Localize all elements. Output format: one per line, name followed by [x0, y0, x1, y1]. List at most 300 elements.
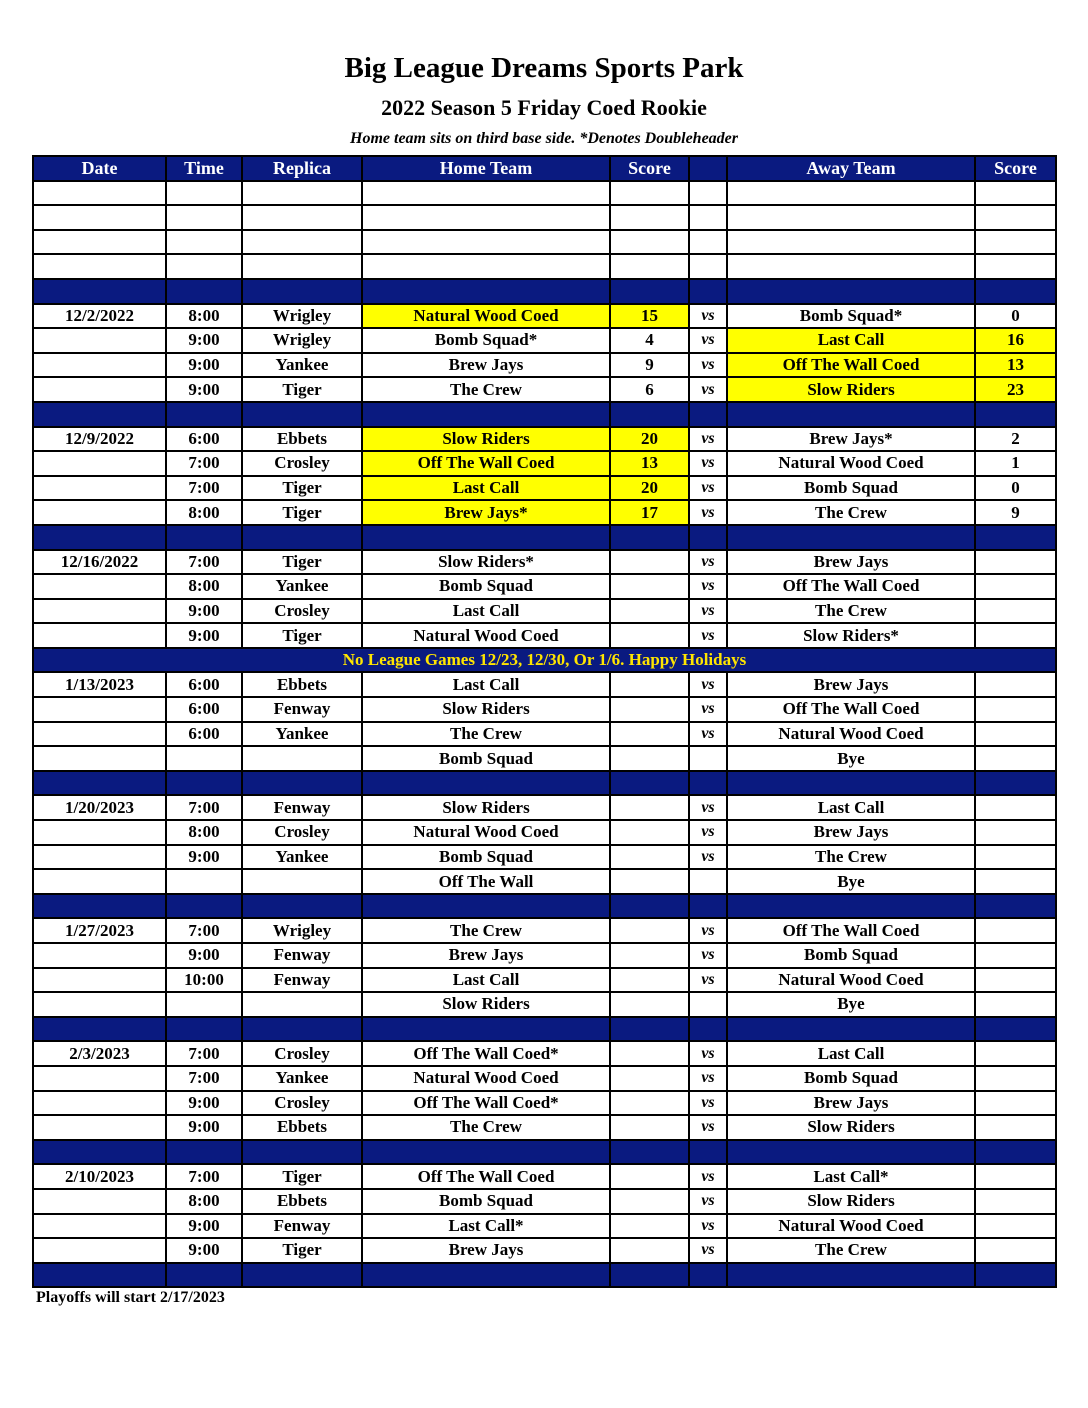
home-score-cell: 9 — [610, 353, 689, 378]
game-row — [33, 746, 1056, 771]
home-team-cell: Off The Wall Coed* — [362, 1041, 610, 1066]
away-score-cell — [975, 402, 1056, 427]
game-row — [33, 845, 1056, 870]
vs-cell: vs — [689, 1041, 727, 1066]
vs-cell: vs — [689, 599, 727, 624]
away-team-cell: Last Call — [727, 328, 975, 353]
date-cell — [33, 254, 166, 279]
replica-cell: Tiger — [242, 623, 362, 648]
away-score-cell: 2 — [975, 427, 1056, 452]
away-team-cell: Slow Riders — [727, 377, 975, 402]
away-score-cell — [975, 1140, 1056, 1165]
vs-cell: vs — [689, 304, 727, 329]
home-team-cell — [362, 771, 610, 796]
away-score-cell — [975, 181, 1056, 206]
home-team-cell: Off The Wall — [362, 869, 610, 894]
home-team-cell: Bomb Squad — [362, 845, 610, 870]
away-team-cell: Last Call* — [727, 1164, 975, 1189]
col-vs — [689, 156, 727, 181]
date-cell — [33, 500, 166, 525]
away-team-cell: Brew Jays — [727, 1091, 975, 1116]
time-cell — [166, 181, 242, 206]
vs-cell: vs — [689, 1091, 727, 1116]
home-score-cell: 4 — [610, 328, 689, 353]
col-home-team: Home Team — [362, 156, 610, 181]
home-score-cell — [610, 205, 689, 230]
home-team-cell: Brew Jays — [362, 353, 610, 378]
home-team-cell — [362, 1017, 610, 1042]
replica-cell: Wrigley — [242, 304, 362, 329]
vs-cell — [689, 205, 727, 230]
col-replica: Replica — [242, 156, 362, 181]
vs-cell — [689, 279, 727, 304]
away-score-cell: 23 — [975, 377, 1056, 402]
time-cell: 7:00 — [166, 550, 242, 575]
time-cell: 9:00 — [166, 377, 242, 402]
date-cell: 2/3/2023 — [33, 1041, 166, 1066]
vs-cell: vs — [689, 943, 727, 968]
away-score-cell — [975, 1115, 1056, 1140]
away-score-cell — [975, 894, 1056, 919]
date-cell: 1/20/2023 — [33, 795, 166, 820]
separator-row — [33, 1017, 1056, 1042]
away-team-cell: Natural Wood Coed — [727, 722, 975, 747]
away-score-cell — [975, 1164, 1056, 1189]
away-team-cell: Off The Wall Coed — [727, 353, 975, 378]
home-score-cell — [610, 230, 689, 255]
home-score-cell — [610, 968, 689, 993]
away-score-cell: 16 — [975, 328, 1056, 353]
vs-cell: vs — [689, 918, 727, 943]
game-row — [33, 427, 1056, 452]
away-team-cell: The Crew — [727, 500, 975, 525]
home-team-cell: The Crew — [362, 918, 610, 943]
vs-cell — [689, 992, 727, 1017]
home-team-cell — [362, 1140, 610, 1165]
home-team-cell — [362, 205, 610, 230]
home-score-cell — [610, 1115, 689, 1140]
date-cell — [33, 1140, 166, 1165]
time-cell — [166, 402, 242, 427]
home-score-cell — [610, 820, 689, 845]
away-score-cell — [975, 254, 1056, 279]
game-row — [33, 722, 1056, 747]
time-cell — [166, 869, 242, 894]
date-cell — [33, 1115, 166, 1140]
home-team-cell — [362, 894, 610, 919]
home-team-cell: Natural Wood Coed — [362, 820, 610, 845]
time-cell: 8:00 — [166, 1189, 242, 1214]
game-row — [33, 1091, 1056, 1116]
home-score-cell — [610, 918, 689, 943]
away-team-cell: The Crew — [727, 599, 975, 624]
home-team-cell: Slow Riders* — [362, 550, 610, 575]
date-cell: 2/10/2023 — [33, 1164, 166, 1189]
blank-row — [33, 254, 1056, 279]
away-score-cell: 0 — [975, 304, 1056, 329]
replica-cell: Tiger — [242, 500, 362, 525]
replica-cell — [242, 1263, 362, 1288]
date-cell: 12/16/2022 — [33, 550, 166, 575]
home-team-cell — [362, 230, 610, 255]
away-team-cell: The Crew — [727, 845, 975, 870]
home-team-cell: Slow Riders — [362, 427, 610, 452]
replica-cell — [242, 1017, 362, 1042]
home-team-cell: Off The Wall Coed — [362, 1164, 610, 1189]
away-team-cell — [727, 181, 975, 206]
home-score-cell — [610, 1140, 689, 1165]
away-team-cell: Natural Wood Coed — [727, 451, 975, 476]
date-cell — [33, 968, 166, 993]
replica-cell: Yankee — [242, 353, 362, 378]
time-cell: 9:00 — [166, 1238, 242, 1263]
date-cell — [33, 820, 166, 845]
home-team-cell: Slow Riders — [362, 795, 610, 820]
page-title: Big League Dreams Sports Park — [344, 52, 744, 84]
replica-cell: Tiger — [242, 476, 362, 501]
home-score-cell — [610, 181, 689, 206]
home-team-cell: Bomb Squad — [362, 574, 610, 599]
time-cell: 9:00 — [166, 328, 242, 353]
home-score-cell — [610, 1164, 689, 1189]
game-row — [33, 304, 1056, 329]
date-cell — [33, 205, 166, 230]
home-team-cell: Last Call — [362, 968, 610, 993]
time-cell: 8:00 — [166, 500, 242, 525]
replica-cell: Crosley — [242, 599, 362, 624]
away-team-cell: Natural Wood Coed — [727, 1214, 975, 1239]
vs-cell — [689, 181, 727, 206]
vs-cell — [689, 1140, 727, 1165]
date-cell — [33, 279, 166, 304]
col-home-score: Score — [610, 156, 689, 181]
separator-row — [33, 771, 1056, 796]
time-cell: 6:00 — [166, 672, 242, 697]
home-score-cell — [610, 1189, 689, 1214]
replica-cell — [242, 205, 362, 230]
away-team-cell — [727, 771, 975, 796]
col-date: Date — [33, 156, 166, 181]
away-score-cell — [975, 672, 1056, 697]
away-score-cell — [975, 1091, 1056, 1116]
away-team-cell: Bye — [727, 992, 975, 1017]
away-team-cell: Off The Wall Coed — [727, 574, 975, 599]
game-row — [33, 968, 1056, 993]
separator-row — [33, 279, 1056, 304]
replica-cell: Yankee — [242, 574, 362, 599]
time-cell: 7:00 — [166, 1066, 242, 1091]
vs-cell: vs — [689, 1214, 727, 1239]
time-cell: 9:00 — [166, 1214, 242, 1239]
date-cell — [33, 451, 166, 476]
page-subtitle: 2022 Season 5 Friday Coed Rookie — [381, 95, 707, 120]
time-cell — [166, 525, 242, 550]
date-cell — [33, 746, 166, 771]
game-row — [33, 697, 1056, 722]
home-score-cell — [610, 402, 689, 427]
home-team-cell: Last Call* — [362, 1214, 610, 1239]
header-row — [33, 156, 1056, 181]
away-team-cell: Slow Riders — [727, 1189, 975, 1214]
home-score-cell — [610, 1041, 689, 1066]
home-team-cell: Natural Wood Coed — [362, 1066, 610, 1091]
time-cell: 8:00 — [166, 820, 242, 845]
home-score-cell — [610, 894, 689, 919]
blank-row — [33, 230, 1056, 255]
vs-cell: vs — [689, 427, 727, 452]
vs-cell: vs — [689, 968, 727, 993]
vs-cell: vs — [689, 697, 727, 722]
home-score-cell: 20 — [610, 427, 689, 452]
time-cell: 6:00 — [166, 722, 242, 747]
away-score-cell — [975, 918, 1056, 943]
game-row — [33, 1041, 1056, 1066]
home-score-cell — [610, 845, 689, 870]
time-cell — [166, 230, 242, 255]
time-cell: 10:00 — [166, 968, 242, 993]
away-team-cell: Slow Riders — [727, 1115, 975, 1140]
separator-row — [33, 1263, 1056, 1288]
game-row — [33, 869, 1056, 894]
game-row — [33, 1189, 1056, 1214]
replica-cell: Tiger — [242, 550, 362, 575]
vs-cell: vs — [689, 500, 727, 525]
home-score-cell — [610, 1091, 689, 1116]
time-cell — [166, 254, 242, 279]
replica-cell: Wrigley — [242, 328, 362, 353]
away-team-cell — [727, 1263, 975, 1288]
date-cell — [33, 525, 166, 550]
date-cell — [33, 1238, 166, 1263]
vs-cell — [689, 746, 727, 771]
time-cell — [166, 279, 242, 304]
vs-cell: vs — [689, 1164, 727, 1189]
replica-cell: Fenway — [242, 795, 362, 820]
vs-cell: vs — [689, 820, 727, 845]
away-score-cell — [975, 1066, 1056, 1091]
holiday-notice-row — [33, 648, 1056, 673]
schedule-table — [32, 155, 1057, 1288]
home-score-cell — [610, 623, 689, 648]
vs-cell: vs — [689, 623, 727, 648]
vs-cell — [689, 1017, 727, 1042]
replica-cell: Ebbets — [242, 1189, 362, 1214]
date-cell — [33, 230, 166, 255]
away-score-cell — [975, 746, 1056, 771]
away-score-cell — [975, 623, 1056, 648]
home-team-cell — [362, 525, 610, 550]
home-score-cell — [610, 672, 689, 697]
away-team-cell: Off The Wall Coed — [727, 918, 975, 943]
away-team-cell: Bomb Squad — [727, 476, 975, 501]
away-score-cell — [975, 574, 1056, 599]
game-row — [33, 795, 1056, 820]
replica-cell: Tiger — [242, 377, 362, 402]
home-score-cell: 17 — [610, 500, 689, 525]
time-cell: 6:00 — [166, 427, 242, 452]
game-row — [33, 992, 1056, 1017]
time-cell: 9:00 — [166, 1115, 242, 1140]
date-cell — [33, 377, 166, 402]
home-team-cell: Brew Jays — [362, 1238, 610, 1263]
date-cell — [33, 869, 166, 894]
away-team-cell: Bye — [727, 869, 975, 894]
vs-cell — [689, 1263, 727, 1288]
header-note: Home team sits on third base side. *Denotes Doubleheader — [350, 130, 738, 147]
home-score-cell — [610, 1263, 689, 1288]
time-cell — [166, 894, 242, 919]
away-team-cell: Natural Wood Coed — [727, 968, 975, 993]
replica-cell — [242, 1140, 362, 1165]
away-team-cell — [727, 279, 975, 304]
game-row — [33, 1164, 1056, 1189]
away-score-cell — [975, 550, 1056, 575]
home-team-cell: Natural Wood Coed — [362, 623, 610, 648]
away-score-cell — [975, 968, 1056, 993]
game-row — [33, 599, 1056, 624]
time-cell: 7:00 — [166, 1164, 242, 1189]
time-cell: 9:00 — [166, 353, 242, 378]
home-team-cell: Brew Jays — [362, 943, 610, 968]
date-cell — [33, 771, 166, 796]
home-team-cell — [362, 181, 610, 206]
away-score-cell: 9 — [975, 500, 1056, 525]
away-score-cell — [975, 599, 1056, 624]
date-cell: 1/27/2023 — [33, 918, 166, 943]
home-team-cell: Off The Wall Coed* — [362, 1091, 610, 1116]
date-cell — [33, 1066, 166, 1091]
game-row — [33, 820, 1056, 845]
vs-cell: vs — [689, 451, 727, 476]
game-row — [33, 451, 1056, 476]
game-row — [33, 1214, 1056, 1239]
time-cell — [166, 205, 242, 230]
game-row — [33, 1115, 1056, 1140]
game-row — [33, 476, 1056, 501]
home-team-cell — [362, 1263, 610, 1288]
away-score-cell — [975, 1214, 1056, 1239]
blank-row — [33, 181, 1056, 206]
home-score-cell — [610, 574, 689, 599]
away-score-cell — [975, 771, 1056, 796]
home-team-cell: Brew Jays* — [362, 500, 610, 525]
date-cell — [33, 476, 166, 501]
replica-cell: Crosley — [242, 1091, 362, 1116]
replica-cell: Ebbets — [242, 427, 362, 452]
vs-cell — [689, 230, 727, 255]
away-team-cell: Brew Jays* — [727, 427, 975, 452]
time-cell: 9:00 — [166, 845, 242, 870]
replica-cell — [242, 525, 362, 550]
away-score-cell — [975, 1041, 1056, 1066]
game-row — [33, 353, 1056, 378]
away-score-cell — [975, 1238, 1056, 1263]
away-team-cell — [727, 254, 975, 279]
vs-cell — [689, 894, 727, 919]
home-score-cell — [610, 1066, 689, 1091]
date-cell: 12/2/2022 — [33, 304, 166, 329]
time-cell: 7:00 — [166, 918, 242, 943]
home-score-cell — [610, 746, 689, 771]
home-score-cell: 15 — [610, 304, 689, 329]
home-team-cell: The Crew — [362, 377, 610, 402]
time-cell — [166, 771, 242, 796]
away-team-cell: Last Call — [727, 795, 975, 820]
home-team-cell: Off The Wall Coed — [362, 451, 610, 476]
away-team-cell: Bye — [727, 746, 975, 771]
home-score-cell — [610, 992, 689, 1017]
replica-cell: Yankee — [242, 1066, 362, 1091]
home-score-cell — [610, 525, 689, 550]
date-cell — [33, 1214, 166, 1239]
home-score-cell: 13 — [610, 451, 689, 476]
vs-cell: vs — [689, 550, 727, 575]
date-cell — [33, 181, 166, 206]
away-score-cell — [975, 795, 1056, 820]
date-cell — [33, 943, 166, 968]
away-score-cell — [975, 205, 1056, 230]
replica-cell: Crosley — [242, 1041, 362, 1066]
home-score-cell — [610, 1238, 689, 1263]
away-score-cell — [975, 820, 1056, 845]
blank-row — [33, 205, 1056, 230]
game-row — [33, 377, 1056, 402]
away-team-cell: Bomb Squad — [727, 943, 975, 968]
game-row — [33, 328, 1056, 353]
home-score-cell — [610, 550, 689, 575]
holiday-notice: No League Games 12/23, 12/30, Or 1/6. Happy Holidays — [33, 648, 1056, 673]
date-cell — [33, 992, 166, 1017]
replica-cell: Yankee — [242, 722, 362, 747]
away-score-cell — [975, 722, 1056, 747]
time-cell: 8:00 — [166, 304, 242, 329]
vs-cell — [689, 525, 727, 550]
vs-cell: vs — [689, 1066, 727, 1091]
away-team-cell: Brew Jays — [727, 672, 975, 697]
date-cell — [33, 697, 166, 722]
separator-row — [33, 402, 1056, 427]
home-team-cell: Last Call — [362, 672, 610, 697]
away-team-cell — [727, 205, 975, 230]
home-team-cell: Slow Riders — [362, 992, 610, 1017]
vs-cell — [689, 869, 727, 894]
date-cell — [33, 1263, 166, 1288]
replica-cell: Fenway — [242, 943, 362, 968]
separator-row — [33, 1140, 1056, 1165]
date-cell — [33, 1091, 166, 1116]
away-team-cell — [727, 894, 975, 919]
vs-cell: vs — [689, 328, 727, 353]
home-score-cell: 6 — [610, 377, 689, 402]
date-cell — [33, 574, 166, 599]
home-score-cell — [610, 1214, 689, 1239]
away-score-cell — [975, 697, 1056, 722]
home-score-cell — [610, 254, 689, 279]
home-team-cell: Natural Wood Coed — [362, 304, 610, 329]
playoffs-note: Playoffs will start 2/17/2023 — [36, 1289, 225, 1306]
date-cell — [33, 402, 166, 427]
away-score-cell — [975, 1263, 1056, 1288]
away-score-cell — [975, 230, 1056, 255]
vs-cell: vs — [689, 1189, 727, 1214]
home-score-cell: 20 — [610, 476, 689, 501]
away-score-cell — [975, 1017, 1056, 1042]
home-team-cell — [362, 402, 610, 427]
away-team-cell — [727, 1017, 975, 1042]
replica-cell — [242, 181, 362, 206]
game-row — [33, 623, 1056, 648]
separator-row — [33, 525, 1056, 550]
